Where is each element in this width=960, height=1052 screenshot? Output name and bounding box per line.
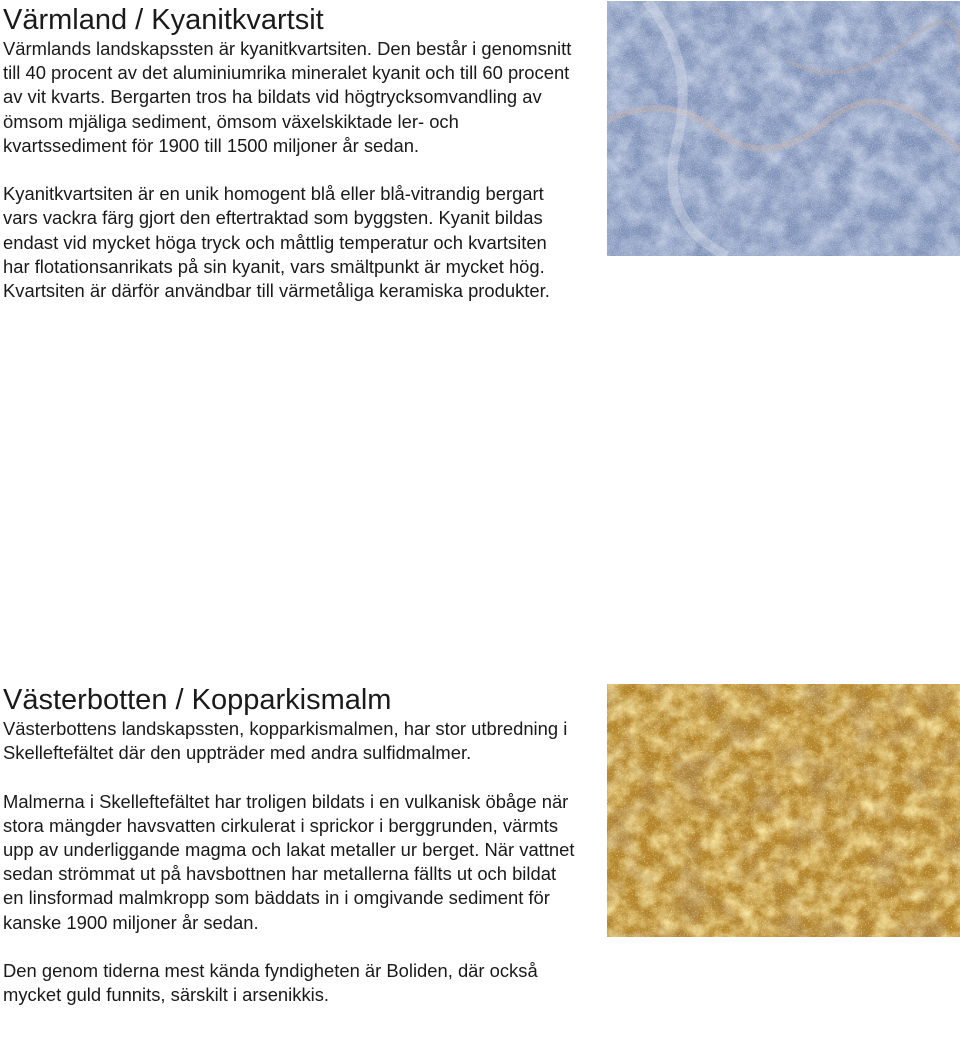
section-vasterbotten [0,680,960,1052]
paragraph: Den genom tiderna mest kända fyndigheten är Boliden, där också mycket guld funnits, särskilt i arsenikkis. [3,960,538,1006]
paragraph: Värmlands landskapssten är kyanitkvartsiten. Den består i genomsnitt till 40 procent av det aluminiumrika mineralet kyanit och till 60 procent av vit kvarts. Bergarten tros ha bildats vid högtrycksomvandling av ömsom mjäliga sediment, ömsom växelskiktade ler- och kvartssediment för 1900 till 1500 miljoner år sedan. [3,38,572,156]
kopparkismalm-photo [607,684,960,937]
varmland-text [3,0,578,303]
paragraph: Malmerna i Skelleftefältet har troligen bildats i en vulkanisk öbåge när stora mängder havsvatten cirkulerat i sprickor i berggrunden, värmts upp av underliggande magma och lakat metaller ur berget. När vattnet sedan strömmat ut på havsbottnen har metallerna fällts ut och bildat en linsformad malmkropp som bäddats in i omgivande sediment för kanske 1900 miljoner år sedan. [3,790,575,933]
vasterbotten-text [3,680,578,1007]
kyanitkvartsit-photo [607,1,960,256]
paragraph: Kyanitkvartsiten är en unik homogent blå eller blå-vitrandig bergart vars vackra färg gjort den eftertraktad som byggsten. Kyanit bildas endast vid mycket höga tryck och måttlig temperatur och kvartsiten har flotationsanrikats på sin kyanit, vars smältpunkt är mycket hög. Kvartsiten är därför användbar till värmetåliga keramiska produkter. [3,183,550,302]
section-title: Värmland / Kyanitkvartsit [3,4,324,36]
section-varmland [0,0,960,360]
paragraph: Västerbottens landskapssten, kopparkismalmen, har stor utbredning i Skelleftefältet där den uppträder med andra sulfidmalmer. [3,718,568,764]
section-title: Västerbotten / Kopparkismalm [3,684,392,716]
